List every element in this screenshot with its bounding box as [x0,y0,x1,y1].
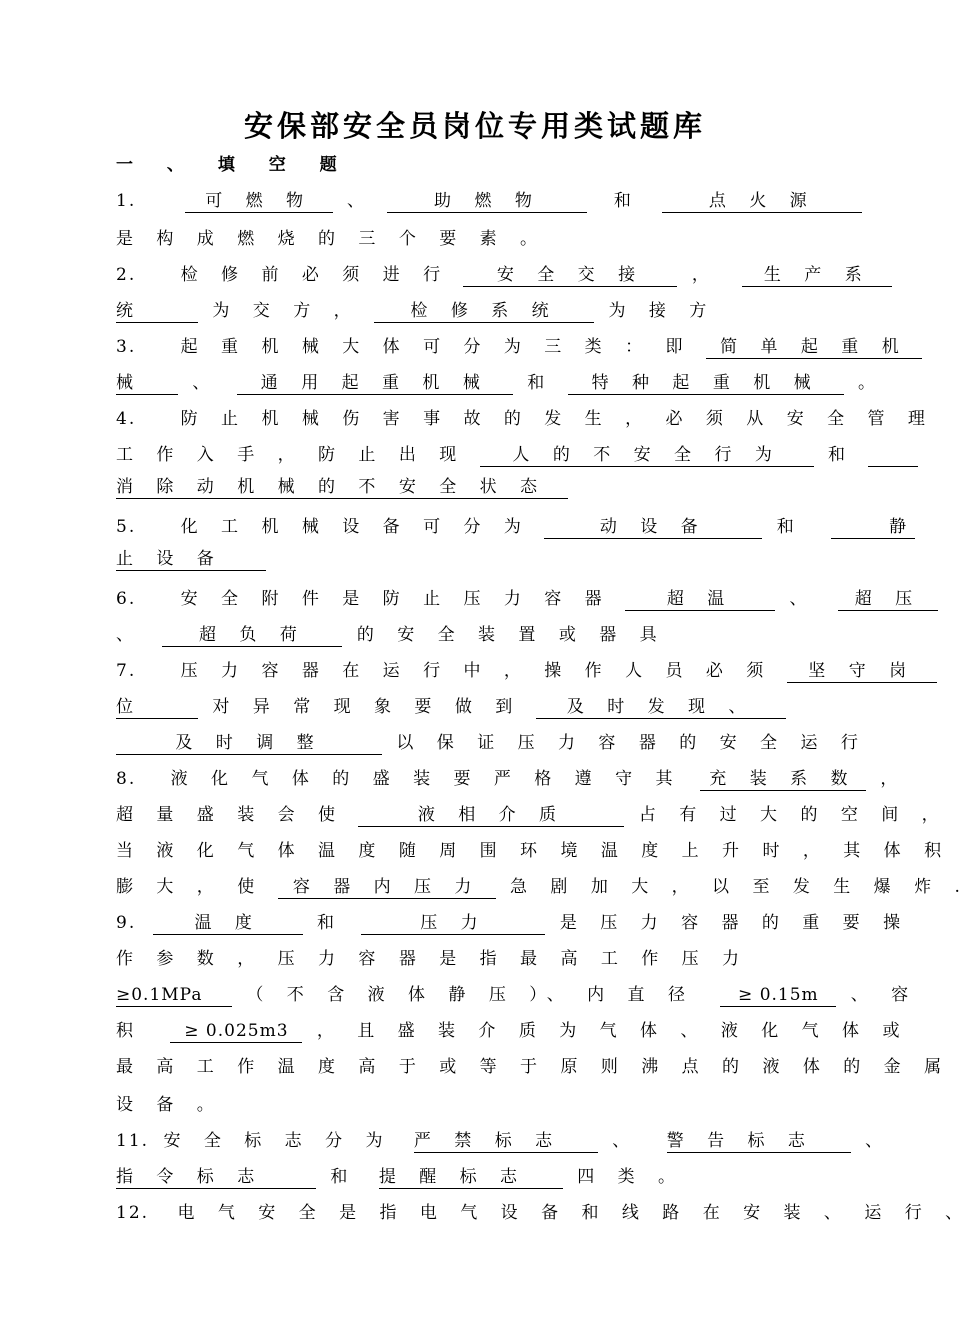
answer-blank: 提 醒 标 志 [379,1166,563,1189]
answer-blank: 警 告 标 志 [667,1130,851,1153]
answer-blank: 简 单 起 重 机 [706,336,922,359]
answer-blank: 及 时 调 整 [116,732,382,755]
question-8-line-2 [116,800,948,830]
answer-blank: ≥ 0.025m3 [170,1020,302,1043]
question-text: 是 压 力 容 器 的 重 要 操 [559,913,910,933]
question-4-line-1 [116,404,934,434]
question-number: 3. [116,337,137,357]
question-text: 的 安 全 装 置 或 器 具 [356,625,666,645]
question-text: 安 全 附 件 是 防 止 压 力 容 器 [180,589,611,609]
question-7-line-2 [116,692,838,722]
question-number: 6. [116,589,137,609]
section-heading: 一 、 填 空 题 [116,155,351,175]
answer-blank: 坚 守 岗 [787,660,937,683]
separator: 、 [116,625,142,645]
answer-blank: 超 温 [625,588,775,611]
separator: 、 [789,589,816,609]
question-1-line-1 [116,186,838,216]
question-text: 为 交 方 ， [212,301,360,321]
question-text: 超 量 盛 装 会 使 [116,805,345,825]
separator: 、 [865,1131,892,1151]
question-1-line-2: 是 构 成 燃 烧 的 三 个 要 素 。 [116,229,547,249]
answer-blank: 超 压 [838,588,938,611]
answer-blank: 人 的 不 安 全 行 为 [480,444,814,467]
answer-blank: 消 除 动 机 械 的 不 安 全 状 态 [116,476,568,499]
question-number: 9. [116,913,137,933]
question-text: 对 异 常 现 象 要 做 到 [212,697,522,717]
question-text: ， 且 盛 装 介 质 为 气 体 、 液 化 气 体 或 [316,1021,909,1041]
question-number: 7. [116,661,137,681]
question-text: 工 作 入 手 ， 防 止 出 现 [116,445,466,465]
question-9-line-1 [116,908,910,938]
question-text: 、 容 [850,985,918,1005]
question-text: 检 修 前 必 须 进 行 [180,265,450,285]
question-4-line-3 [116,476,838,506]
question-text: 积 [116,1021,142,1041]
question-7-line-1 [116,656,916,686]
answer-blank: 止 设 备 [116,548,266,571]
question-number: 12. [116,1203,150,1223]
question-2-line-2 [116,296,838,326]
question-8-line-1 [116,764,907,794]
answer-blank: 压 力 [361,912,545,935]
answer-blank: 点 火 源 [662,190,862,213]
answer-blank: 通 用 起 重 机 械 [237,372,513,395]
question-3-line-2 [116,368,885,398]
question-text: 安 全 标 志 分 为 [163,1131,392,1151]
question-9-line-4 [116,1016,909,1046]
question-text: （ 不 含 液 体 静 压 ）、 内 直 径 [246,985,694,1005]
answer-blank: 温 度 [153,912,303,935]
question-text: 液 化 气 体 的 盛 装 要 严 格 遵 守 其 [170,769,682,789]
answer-blank: 液 相 介 质 [358,804,624,827]
question-text: 压 力 容 器 在 运 行 中 ， 操 作 人 员 必 须 [180,661,773,681]
answer-blank: ≥ 0.15m [720,984,836,1007]
answer-blank: 生 产 系 [742,264,892,287]
question-11-line-1 [116,1126,892,1156]
answer-blank: 静 [831,516,915,539]
question-6-line-1 [116,584,922,614]
answer-blank: 充 装 系 数 [700,768,866,791]
answer-blank: 可 燃 物 [185,190,333,213]
answer-blank: 特 种 起 重 机 械 [568,372,844,395]
question-text: 起 重 机 械 大 体 可 分 为 三 类 ： 即 [180,337,692,357]
connector-text: 和 [613,191,640,211]
connector-text: 和 [776,517,803,537]
question-8-line-3: 当 液 化 气 体 温 度 随 周 围 环 境 温 度 上 升 时 ， 其 体 积 [116,841,951,861]
question-3-line-1 [116,332,908,362]
question-6-line-2 [116,620,838,650]
answer-blank: 指 令 标 志 [116,1166,316,1189]
question-number: 11. [116,1131,150,1151]
question-9-line-6: 设 备 。 [116,1095,223,1115]
answer-blank: 超 负 荷 [162,624,342,647]
question-2-line-1 [116,260,871,290]
separator: 、 [192,373,219,393]
separator: 。 [858,373,885,393]
question-number: 5. [116,517,137,537]
question-4-line-2 [116,440,855,470]
answer-blank: 严 禁 标 志 [414,1130,598,1153]
question-9-line-3 [116,980,918,1010]
question-text: 以 保 证 压 力 容 器 的 安 全 运 行 [396,733,867,753]
question-5-line-2 [116,548,838,578]
question-5-line-1 [116,512,916,542]
question-number: 1. [116,191,137,211]
question-9-line-2: 作 参 数 ， 压 力 容 器 是 指 最 高 工 作 压 力 [116,949,749,969]
answer-blank: 检 修 系 统 [374,300,594,323]
question-number: 8. [116,769,137,789]
answer-blank: ≥0.1MPa [116,984,232,1007]
question-text: 为 接 方 [608,301,716,321]
question-text: 占 有 过 大 的 空 间 ， [638,805,948,825]
question-9-line-5: 最 高 工 作 温 度 高 于 或 等 于 原 则 沸 点 的 液 体 的 金 属 [116,1057,951,1077]
answer-blank: 容 器 内 压 力 [278,876,496,899]
answer-blank: 助 燃 物 [387,190,587,213]
page-title: 安保部安全员岗位专用类试题库 [243,109,706,143]
connector-text: 和 [330,1167,357,1187]
answer-blank: 统 [116,300,198,323]
answer-blank: 安 全 交 接 [463,264,677,287]
question-text: 化 工 机 械 设 备 可 分 为 [180,517,530,537]
separator: 、 [612,1131,639,1151]
answer-blank: 动 设 备 [544,516,762,539]
question-text: 电 气 安 全 是 指 电 气 设 备 和 线 路 在 安 装 、 运 行 、 [177,1203,971,1223]
question-11-line-2 [116,1162,838,1192]
question-8-line-4 [116,872,969,902]
answer-blank: 及 时 发 现 、 [536,696,786,719]
question-text: 四 类 。 [577,1167,685,1187]
question-text: 膨 大 ， 使 [116,877,264,897]
separator: ， [691,265,718,285]
connector-text: 和 [828,445,855,465]
question-12-line-1 [116,1198,971,1228]
question-text: 防 止 机 械 伤 害 事 故 的 发 生 ， 必 须 从 安 全 管 理 [180,409,934,429]
question-number: 4. [116,409,137,429]
question-text: 急 剧 加 大 ， 以 至 发 生 爆 炸 . [510,877,969,897]
answer-blank-start [868,444,918,467]
answer-blank: 位 [116,696,198,719]
separator: ， [880,769,907,789]
question-number: 2. [116,265,137,285]
answer-blank: 械 [116,372,178,395]
connector-text: 和 [527,373,554,393]
separator: 、 [347,191,374,211]
connector-text: 和 [317,913,344,933]
question-7-line-3 [116,728,867,758]
